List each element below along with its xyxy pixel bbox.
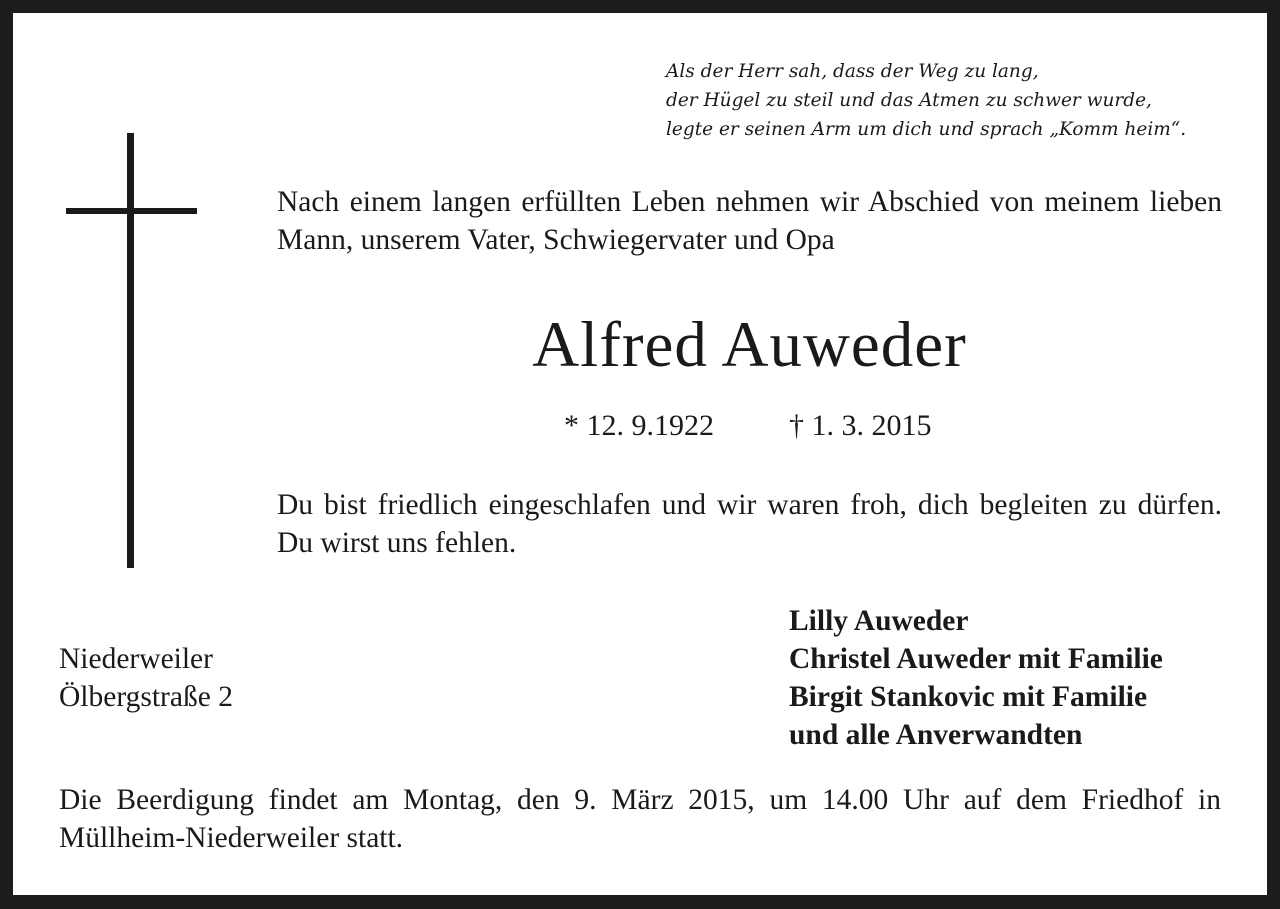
intro-line: Nach einem langen erfüllten Leben nehmen wir Abschied von meinem bbox=[277, 186, 1140, 218]
cross-icon bbox=[127, 133, 134, 568]
address bbox=[59, 640, 233, 716]
poem-line: der Hügel zu steil und das Atmen zu schwer wurde, bbox=[666, 90, 1152, 111]
cross-icon-bar bbox=[66, 208, 197, 214]
farewell-text bbox=[277, 486, 1222, 562]
poem bbox=[666, 57, 1256, 144]
life-dates bbox=[277, 406, 1222, 446]
address-place: Niederweiler bbox=[59, 643, 213, 675]
mourner-name: Birgit Stankovic mit Familie bbox=[789, 681, 1148, 713]
poem-line: legte er seinen Arm um dich und sprach „Komm heim“. bbox=[666, 119, 1187, 140]
mourner-name: Christel Auweder mit Familie bbox=[789, 643, 1163, 675]
farewell-line: Du bist friedlich eingeschlafen und wir waren froh, dich begleiten zu bbox=[277, 489, 1127, 521]
death-date: † 1. 3. 2015 bbox=[789, 409, 932, 442]
poem-line: Als der Herr sah, dass der Weg zu lang, bbox=[666, 61, 1039, 82]
intro-text bbox=[277, 183, 1222, 259]
farewell-line: dürfen. Du wirst uns fehlen. bbox=[277, 489, 1222, 559]
funeral-line: in Müllheim-Niederweiler statt. bbox=[59, 784, 1221, 854]
funeral-notice bbox=[59, 781, 1221, 857]
deceased-name: Alfred Auweder bbox=[532, 309, 967, 381]
intro-line: lieben Mann, unserem Vater, Schwiegervater und Opa bbox=[277, 186, 1223, 256]
mourner-name: und alle Anverwandten bbox=[789, 719, 1083, 751]
mourner-name: Lilly Auweder bbox=[789, 605, 969, 637]
obituary-card bbox=[13, 13, 1267, 895]
funeral-line: Die Beerdigung findet am Montag, den 9. März 2015, um 14.00 Uhr auf dem Friedhof bbox=[59, 784, 1184, 816]
mourners-list bbox=[789, 602, 1163, 754]
birth-date: * 12. 9.1922 bbox=[564, 409, 714, 442]
address-street: Ölbergstraße 2 bbox=[59, 681, 233, 713]
